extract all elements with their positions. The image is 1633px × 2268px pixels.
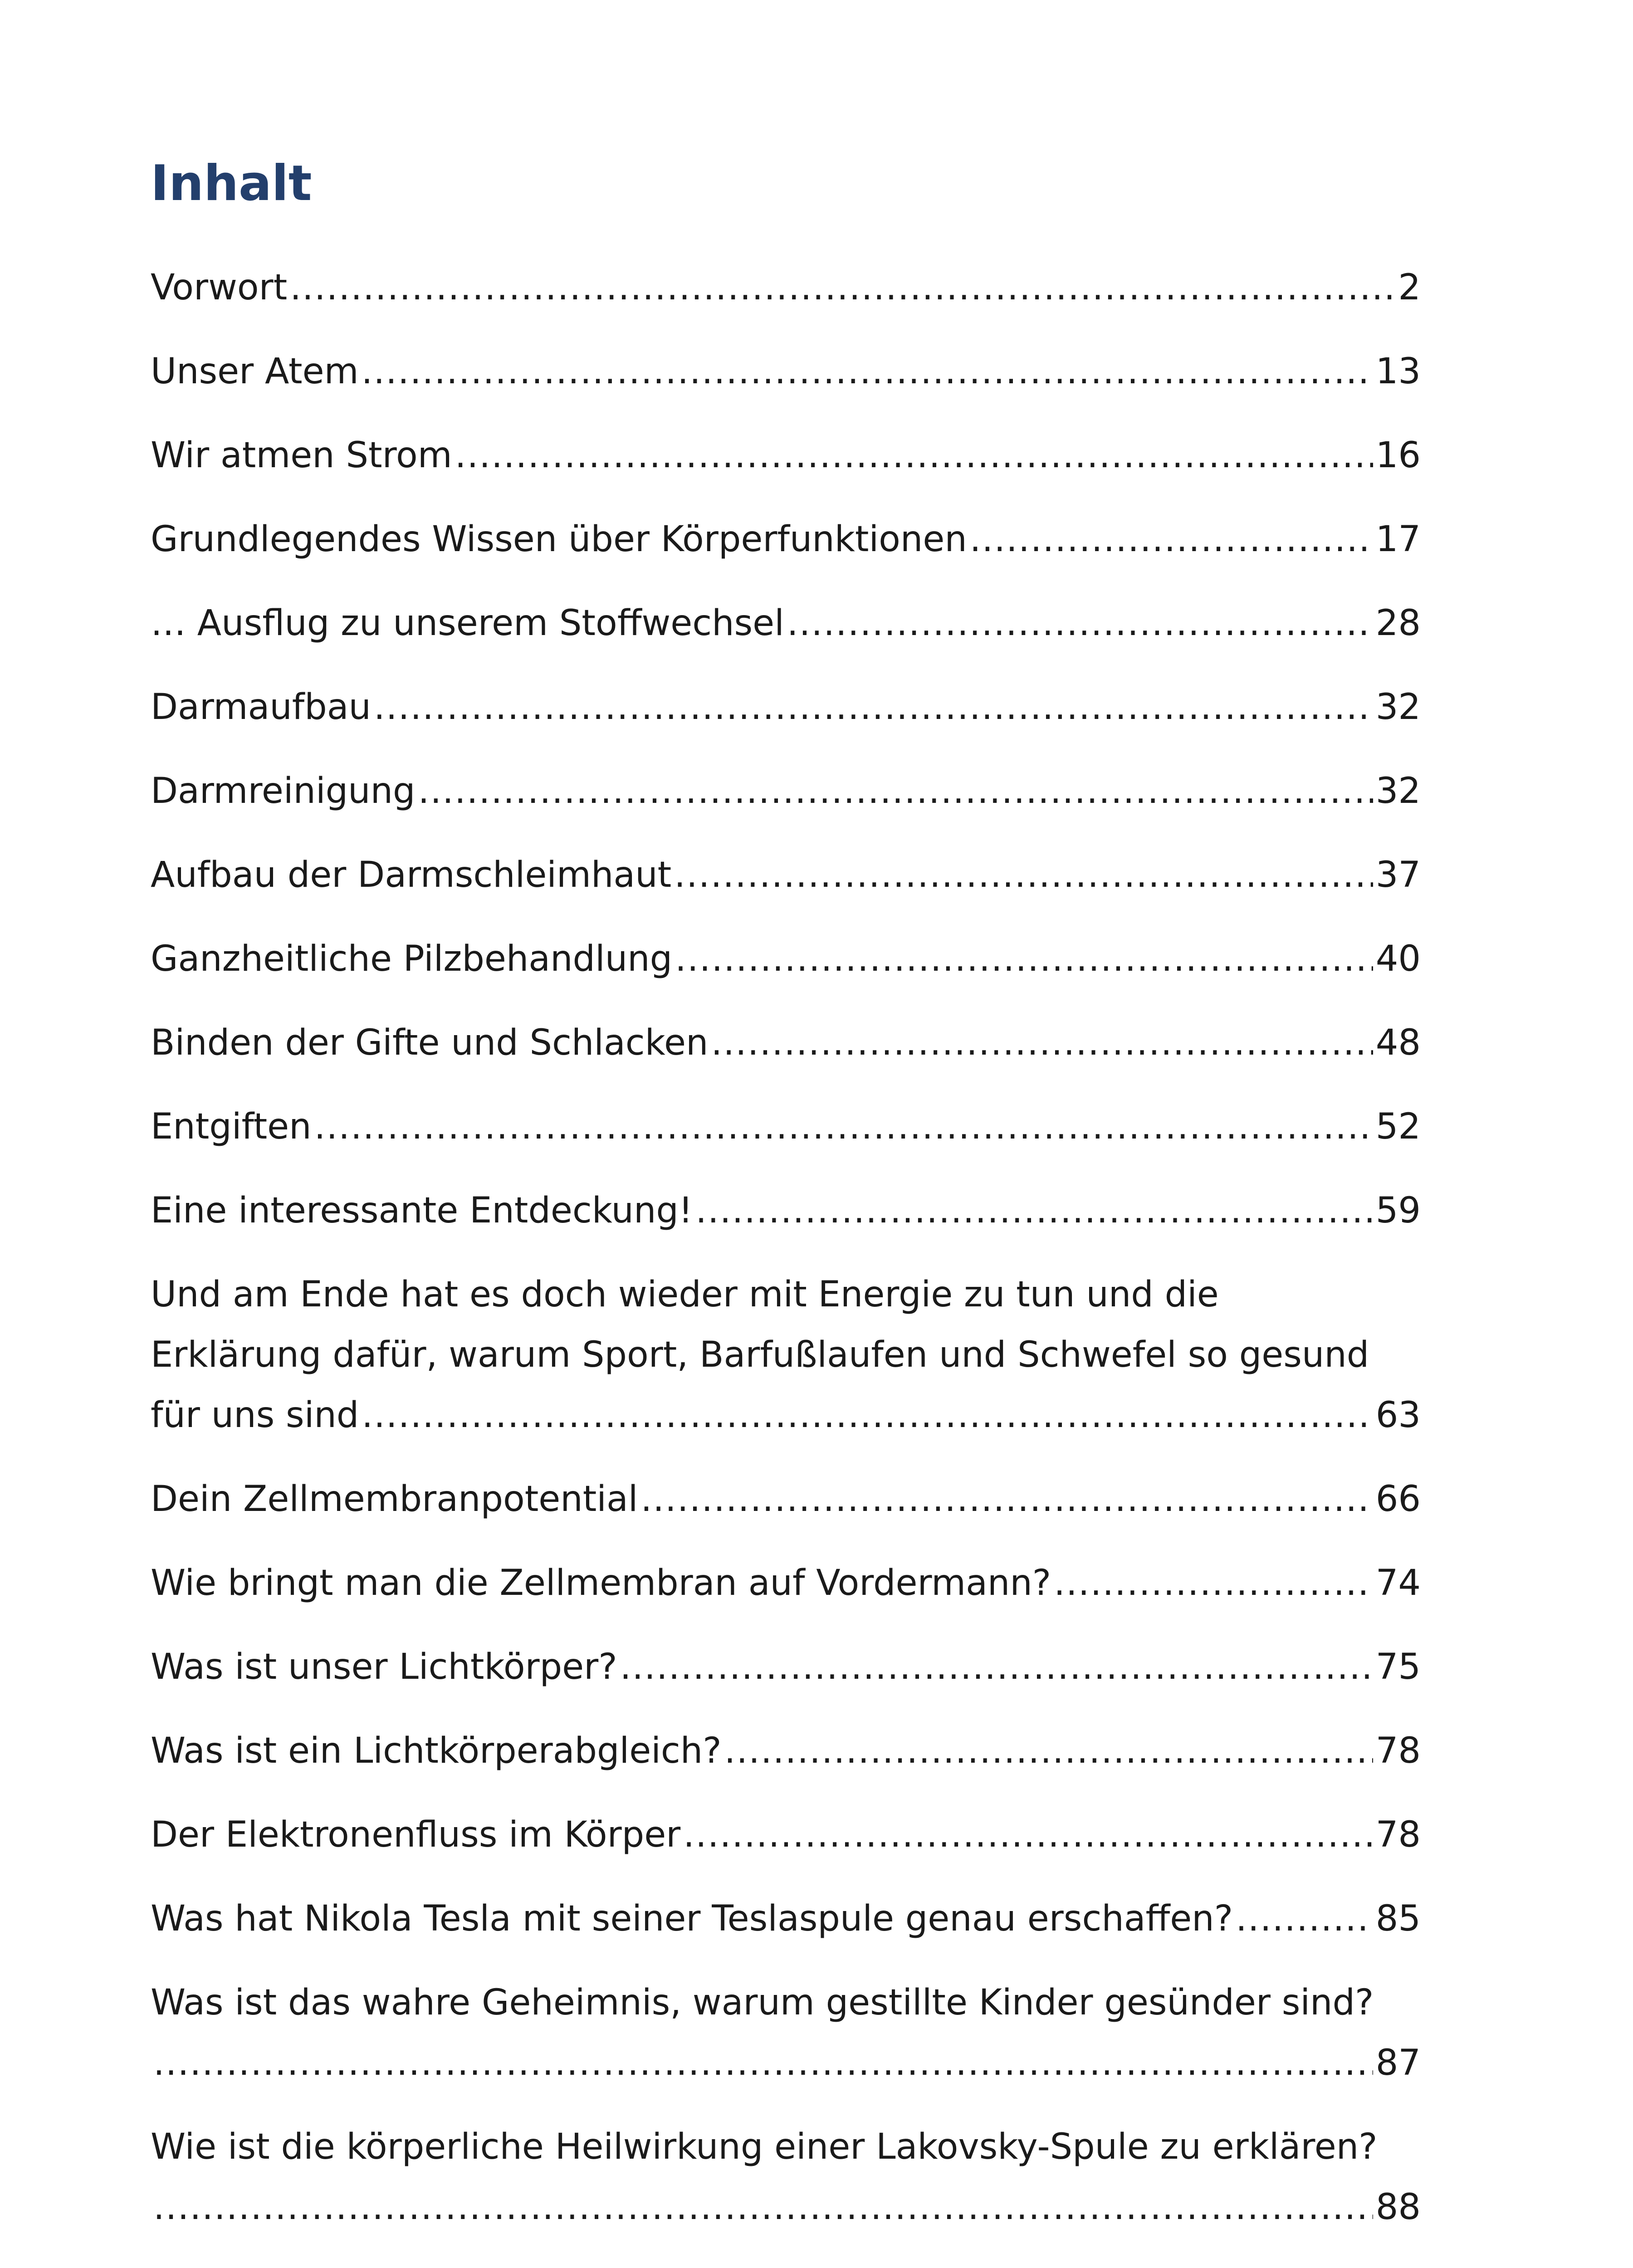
toc-title: Inhalt — [151, 155, 312, 212]
toc-entry-title: Vorwort — [151, 267, 288, 308]
toc-entry[interactable] — [151, 929, 1421, 989]
dot-leader — [787, 593, 1373, 654]
toc-entry[interactable] — [151, 1181, 1421, 1241]
toc-entry-page-number: 32 — [1375, 687, 1421, 728]
toc-entry-title: Grundlegendes Wissen über Körperfunktionen — [151, 519, 967, 560]
toc-entry-row — [151, 1889, 1421, 1949]
toc-entry-page-number: 78 — [1375, 1730, 1421, 1771]
toc-entry-row — [151, 425, 1421, 486]
toc-entry-page-number: 2 — [1398, 267, 1421, 308]
toc-entry-row — [151, 1805, 1421, 1865]
toc-entry-row — [151, 342, 1421, 402]
toc-entry-row — [151, 1469, 1421, 1530]
toc-entry-title: Eine interessante Entdeckung! — [151, 1190, 693, 1231]
table-of-contents — [151, 258, 1421, 2261]
toc-entry-title-line: Und am Ende hat es doch wieder mit Energie zu tun und die — [151, 1274, 1219, 1315]
toc-entry-page-number: 48 — [1375, 1022, 1421, 1063]
toc-entry-page-number: 66 — [1375, 1479, 1421, 1520]
toc-entry-row — [151, 509, 1421, 570]
toc-entry[interactable] — [151, 845, 1421, 905]
toc-entry[interactable] — [151, 593, 1421, 654]
toc-entry-title: Ganzheitliche Pilzbehandlung — [151, 938, 673, 979]
toc-entry-page-number: 85 — [1375, 1898, 1421, 1939]
toc-entry-page-number: 17 — [1375, 519, 1421, 560]
dot-leader — [314, 1097, 1373, 1157]
toc-entry[interactable] — [151, 509, 1421, 570]
toc-entry[interactable] — [151, 761, 1421, 821]
toc-entry[interactable] — [151, 1889, 1421, 1949]
toc-entry-page-number: 37 — [1375, 855, 1421, 895]
toc-entry-page-number: 75 — [1375, 1647, 1421, 1687]
toc-entry-row — [151, 1181, 1421, 1241]
toc-entry-title: für uns sind — [151, 1395, 359, 1436]
toc-entry-title: Darmaufbau — [151, 687, 371, 728]
toc-entry-row — [151, 845, 1421, 905]
toc-entry-title: Was ist unser Lichtkörper? — [151, 1647, 617, 1687]
toc-entry-row — [151, 1721, 1421, 1781]
toc-entry-title: Binden der Gifte und Schlacken — [151, 1022, 709, 1063]
toc-entry[interactable] — [151, 677, 1421, 738]
dot-leader — [970, 509, 1373, 570]
toc-entry[interactable] — [151, 342, 1421, 402]
toc-entry-row — [151, 1097, 1421, 1157]
toc-entry-page-number: 63 — [1375, 1395, 1421, 1436]
toc-entry-page-number: 87 — [1375, 2043, 1421, 2083]
toc-entry-page-number: 40 — [1375, 938, 1421, 979]
toc-entry[interactable] — [151, 1973, 1421, 2093]
dot-leader — [711, 1013, 1373, 1073]
toc-entry[interactable] — [151, 425, 1421, 486]
toc-entry-row — [151, 2033, 1421, 2093]
toc-entry-row — [151, 1013, 1421, 1073]
toc-entry-row — [151, 593, 1421, 654]
toc-entry-page-number: 16 — [1375, 435, 1421, 476]
toc-entry-title: Was ist ein Lichtkörperabgleich? — [151, 1730, 722, 1771]
toc-entry[interactable] — [151, 1721, 1421, 1781]
toc-entry[interactable] — [151, 2117, 1421, 2238]
toc-entry-row — [151, 677, 1421, 738]
dot-leader — [675, 929, 1373, 989]
toc-entry[interactable] — [151, 258, 1421, 318]
toc-entry[interactable] — [151, 1553, 1421, 1613]
toc-entry-row — [151, 2177, 1421, 2238]
dot-leader — [418, 761, 1373, 821]
toc-entry-page-number: 74 — [1375, 1563, 1421, 1603]
dot-leader — [362, 342, 1373, 402]
toc-entry-page-number: 13 — [1375, 351, 1421, 392]
dot-leader — [1054, 1553, 1373, 1613]
dot-leader — [1236, 1889, 1373, 1949]
toc-entry-row — [151, 761, 1421, 821]
dot-leader — [290, 258, 1395, 318]
toc-entry[interactable] — [151, 1805, 1421, 1865]
dot-leader — [153, 2177, 1373, 2238]
toc-entry-page-number: 52 — [1375, 1106, 1421, 1147]
dot-leader — [674, 845, 1373, 905]
dot-leader — [695, 1181, 1373, 1241]
toc-entry-title: Darmreinigung — [151, 771, 416, 811]
toc-entry-title: Unser Atem — [151, 351, 359, 392]
toc-entry[interactable] — [151, 1637, 1421, 1697]
toc-entry-page-number: 28 — [1375, 603, 1421, 644]
dot-leader — [455, 425, 1373, 486]
dot-leader — [374, 677, 1373, 738]
dot-leader — [153, 2033, 1373, 2093]
toc-entry[interactable] — [151, 1469, 1421, 1530]
toc-entry-title-line: Erklärung dafür, warum Sport, Barfußlaufen und Schwefel so gesund — [151, 1334, 1369, 1375]
toc-entry-title: Aufbau der Darmschleimhaut — [151, 855, 672, 895]
toc-entry-row — [151, 1553, 1421, 1613]
toc-entry-title: Der Elektronenfluss im Körper — [151, 1814, 681, 1855]
toc-entry-row — [151, 1385, 1421, 1446]
dot-leader — [640, 1469, 1373, 1530]
toc-entry-page-number: 59 — [1375, 1190, 1421, 1231]
dot-leader — [683, 1805, 1373, 1865]
toc-entry-title: Dein Zellmembranpotential — [151, 1479, 638, 1520]
toc-entry-title: … Ausflug zu unserem Stoffwechsel — [151, 603, 784, 644]
toc-entry[interactable] — [151, 1013, 1421, 1073]
toc-entry-title: Was hat Nikola Tesla mit seiner Teslaspule genau erschaffen? — [151, 1898, 1233, 1939]
toc-entry-page-number: 32 — [1375, 771, 1421, 811]
toc-entry-row — [151, 929, 1421, 989]
toc-entry-title-line: Was ist das wahre Geheimnis, warum gestillte Kinder gesünder sind? — [151, 1982, 1374, 2023]
toc-entry-title: Entgiften — [151, 1106, 312, 1147]
toc-entry-row — [151, 258, 1421, 318]
dot-leader — [724, 1721, 1373, 1781]
toc-entry-row — [151, 1637, 1421, 1697]
toc-entry-page-number: 88 — [1375, 2187, 1421, 2228]
dot-leader — [362, 1385, 1373, 1446]
toc-entry-title-line: Wie ist die körperliche Heilwirkung einer Lakovsky-Spule zu erklären? — [151, 2126, 1378, 2167]
toc-entry-title: Wir atmen Strom — [151, 435, 452, 476]
toc-entry[interactable] — [151, 1097, 1421, 1157]
toc-entry-page-number: 78 — [1375, 1814, 1421, 1855]
toc-entry[interactable] — [151, 1265, 1421, 1446]
dot-leader — [620, 1637, 1373, 1697]
toc-entry-title: Wie bringt man die Zellmembran auf Vordermann? — [151, 1563, 1051, 1603]
